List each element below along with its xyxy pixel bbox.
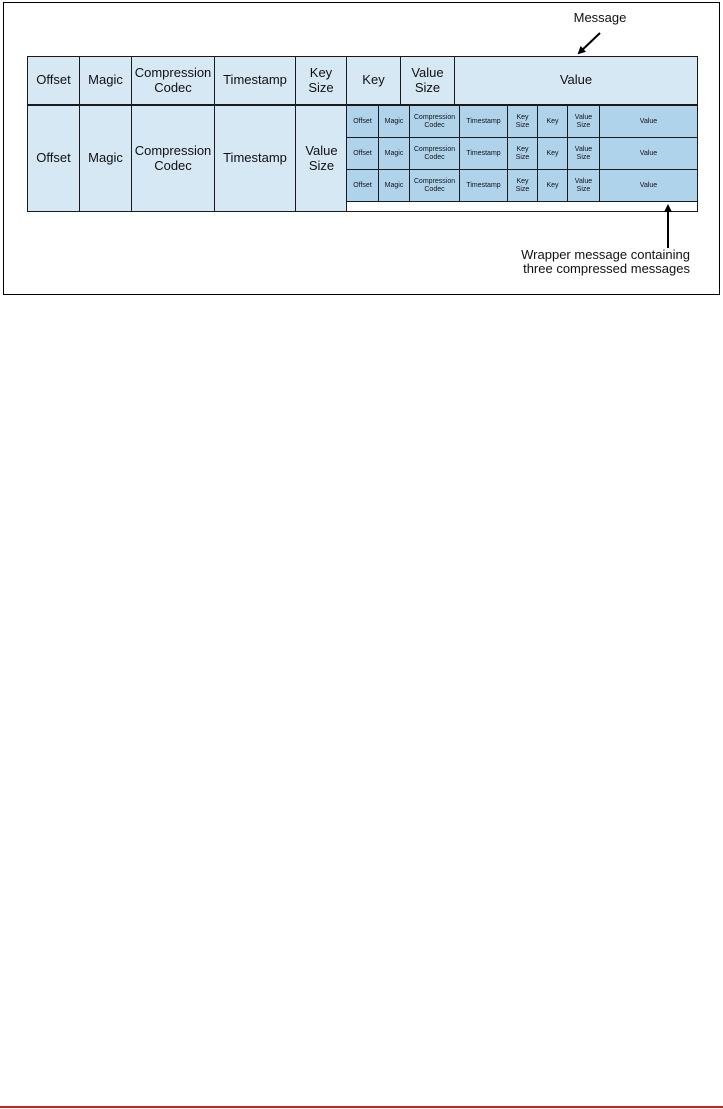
inner-message-2-magic: Magic <box>378 137 410 170</box>
message-arrow <box>579 33 600 53</box>
wrapper-value-empty-space <box>346 201 698 212</box>
message-field-compression-codec: Compression Codec <box>131 56 215 105</box>
inner-message-3-key: Key <box>537 169 568 202</box>
wrapper-field-compression-codec: Compression Codec <box>131 105 215 212</box>
inner-message-3-offset: Offset <box>346 169 379 202</box>
inner-message-2-value-size: Value Size <box>567 137 600 170</box>
inner-message-1-offset: Offset <box>346 105 379 138</box>
message-field-timestamp: Timestamp <box>214 56 296 105</box>
inner-message-1-value-size: Value Size <box>567 105 600 138</box>
inner-message-1-value: Value <box>599 105 698 138</box>
inner-message-1-key: Key <box>537 105 568 138</box>
inner-message-3-magic: Magic <box>378 169 410 202</box>
message-field-key-size: Key Size <box>295 56 347 105</box>
page-bottom-rule <box>0 1106 723 1108</box>
wrapper-field-magic: Magic <box>79 105 132 212</box>
inner-message-1-magic: Magic <box>378 105 410 138</box>
inner-message-2-value: Value <box>599 137 698 170</box>
inner-message-2-offset: Offset <box>346 137 379 170</box>
message-annotation: Message <box>573 10 627 25</box>
inner-message-3-timestamp: Timestamp <box>459 169 508 202</box>
inner-message-2-timestamp: Timestamp <box>459 137 508 170</box>
inner-message-3-compression-codec: Compression Codec <box>409 169 460 202</box>
message-field-magic: Magic <box>79 56 132 105</box>
message-field-value-size: Value Size <box>400 56 455 105</box>
wrapper-field-timestamp: Timestamp <box>214 105 296 212</box>
inner-message-3-key-size: Key Size <box>507 169 538 202</box>
inner-message-1-key-size: Key Size <box>507 105 538 138</box>
inner-message-1-compression-codec: Compression Codec <box>409 105 460 138</box>
inner-message-2-key: Key <box>537 137 568 170</box>
message-field-key: Key <box>346 56 401 105</box>
inner-message-3-value: Value <box>599 169 698 202</box>
inner-message-2-key-size: Key Size <box>507 137 538 170</box>
wrapper-field-offset: Offset <box>27 105 80 212</box>
wrapper-annotation: Wrapper message containing three compressed messages <box>521 247 690 277</box>
inner-message-1-timestamp: Timestamp <box>459 105 508 138</box>
message-field-value: Value <box>454 56 698 105</box>
wrapper-field-value-size: Value Size <box>295 105 348 212</box>
inner-message-3-value-size: Value Size <box>567 169 600 202</box>
inner-message-2-compression-codec: Compression Codec <box>409 137 460 170</box>
figure-frame <box>3 2 720 295</box>
message-field-offset: Offset <box>27 56 80 105</box>
